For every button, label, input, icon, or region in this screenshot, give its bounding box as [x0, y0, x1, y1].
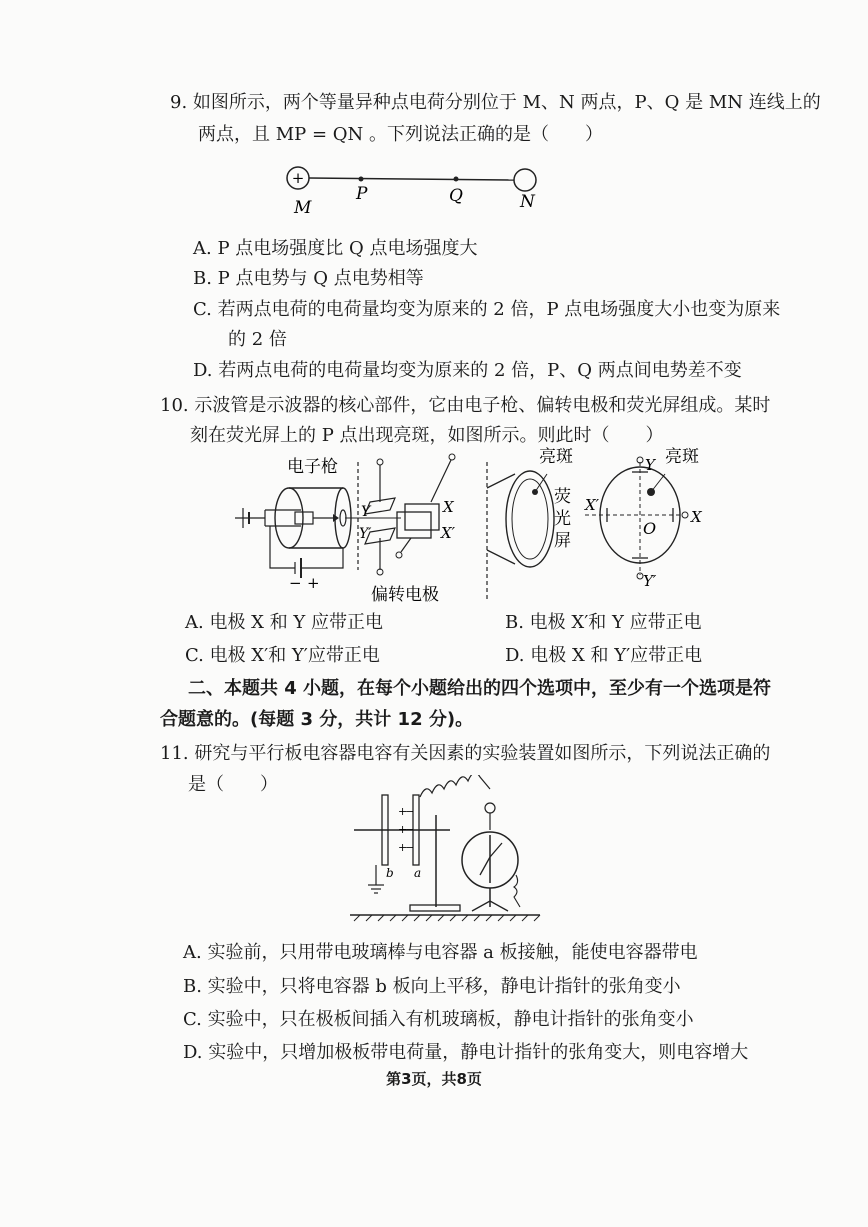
q9-stem-line1: 9. 如图所示，两个等量异种点电荷分别位于 M、N 两点，P、Q 是 MN 连线上的 — [170, 92, 821, 113]
q10-stem-line2: 刻在荧光屏上的 P 点出现亮斑，如图所示。则此时（ ） — [190, 425, 664, 446]
label-yp-plate: Y′ — [359, 526, 372, 542]
q9-option-b: B. P 点电势与 Q 点电势相等 — [193, 268, 424, 289]
svg-text:+: + — [398, 805, 408, 818]
gun-cylinder-front — [275, 488, 303, 548]
label-deflection: 偏转电极 — [371, 585, 439, 605]
label-minus: − — [289, 574, 302, 592]
label-screen-xp: X′ — [585, 496, 600, 514]
point-q-dot — [454, 177, 459, 182]
svg-text:−: − — [405, 823, 415, 836]
q9-figure — [270, 155, 560, 235]
q9-stem-line2: 两点，且 MP = QN 。下列说法正确的是（ ） — [198, 124, 604, 145]
label-xp-plate: X′ — [441, 524, 456, 542]
q9-option-a: A. P 点电场强度比 Q 点电场强度大 — [193, 238, 478, 259]
label-electron-gun: 电子枪 — [287, 457, 338, 477]
q10-option-a: A. 电极 X 和 Y 应带正电 — [185, 612, 384, 633]
section2-heading-line2: 合题意的。(每题 3 分，共计 12 分)。 — [160, 709, 474, 730]
q11-option-b: B. 实验中，只将电容器 b 板向上平移，静电计指针的张角变小 — [183, 976, 681, 997]
charge-n-circle — [514, 169, 536, 191]
point-p-dot — [359, 177, 364, 182]
svg-text:−: − — [405, 841, 415, 854]
label-screen-2: 光 — [554, 509, 571, 529]
label-p: P — [356, 184, 368, 204]
label-spot-front: 亮斑 — [665, 447, 699, 467]
q9-option-c: C. 若两点电荷的电荷量均变为原来的 2 倍，P 点电场强度大小也变为原来 — [193, 299, 781, 320]
q10-option-c: C. 电极 X′和 Y′应带正电 — [185, 645, 380, 666]
label-screen-y: Y — [645, 456, 655, 474]
label-spot-side: 亮斑 — [539, 447, 573, 467]
q10-stem-line1: 10. 示波管是示波器的核心部件，它由电子枪、偏转电极和荧光屏组成。某时 — [160, 395, 771, 416]
q11-figure — [340, 775, 550, 925]
q11-option-c: C. 实验中，只在极板间插入有机玻璃板，静电计指针的张角变小 — [183, 1009, 694, 1030]
label-m: M — [294, 198, 312, 218]
label-screen-1: 荧 — [554, 487, 571, 507]
label-plate-a: a — [414, 866, 422, 880]
label-plate-b: b — [386, 866, 394, 880]
svg-text:+: + — [398, 823, 408, 836]
label-n: N — [520, 192, 535, 212]
label-plus: + — [307, 574, 320, 592]
svg-text:+: + — [398, 841, 408, 854]
charge-m-sign: + — [291, 169, 305, 187]
q11-stem-line2: 是（ ） — [188, 774, 278, 795]
section2-heading-line1: 二、本题共 4 小题，在每个小题给出的四个选项中，至少有一个选项是符 — [188, 678, 772, 699]
q9-option-c-cont: 的 2 倍 — [228, 329, 287, 350]
label-y-plate: Y — [361, 504, 371, 520]
label-screen-3: 屏 — [554, 531, 571, 551]
q10-option-d: D. 电极 X 和 Y′应带正电 — [505, 645, 703, 666]
screen-side — [506, 471, 554, 567]
q10-figure — [225, 440, 715, 605]
page-footer: 第3页，共8页 — [386, 1070, 482, 1088]
label-screen-o: O — [643, 519, 657, 538]
q11-option-a: A. 实验前，只用带电玻璃棒与电容器 a 板接触，能使电容器带电 — [183, 942, 698, 963]
label-screen-yp: Y′ — [643, 572, 657, 590]
q11-stem-line1: 11. 研究与平行板电容器电容有关因素的实验装置如图所示，下列说法正确的 — [160, 743, 771, 764]
label-screen-x: X — [691, 508, 702, 526]
svg-text:−: − — [405, 805, 415, 818]
mn-line — [309, 178, 514, 180]
q11-option-d: D. 实验中，只增加极板带电荷量，静电计指针的张角变大，则电容增大 — [183, 1042, 749, 1063]
label-q: Q — [449, 186, 463, 206]
label-x-plate: X — [443, 498, 454, 516]
q10-option-b: B. 电极 X′和 Y 应带正电 — [505, 612, 702, 633]
q9-option-d: D. 若两点电荷的电荷量均变为原来的 2 倍，P、Q 两点间电势差不变 — [193, 360, 742, 381]
